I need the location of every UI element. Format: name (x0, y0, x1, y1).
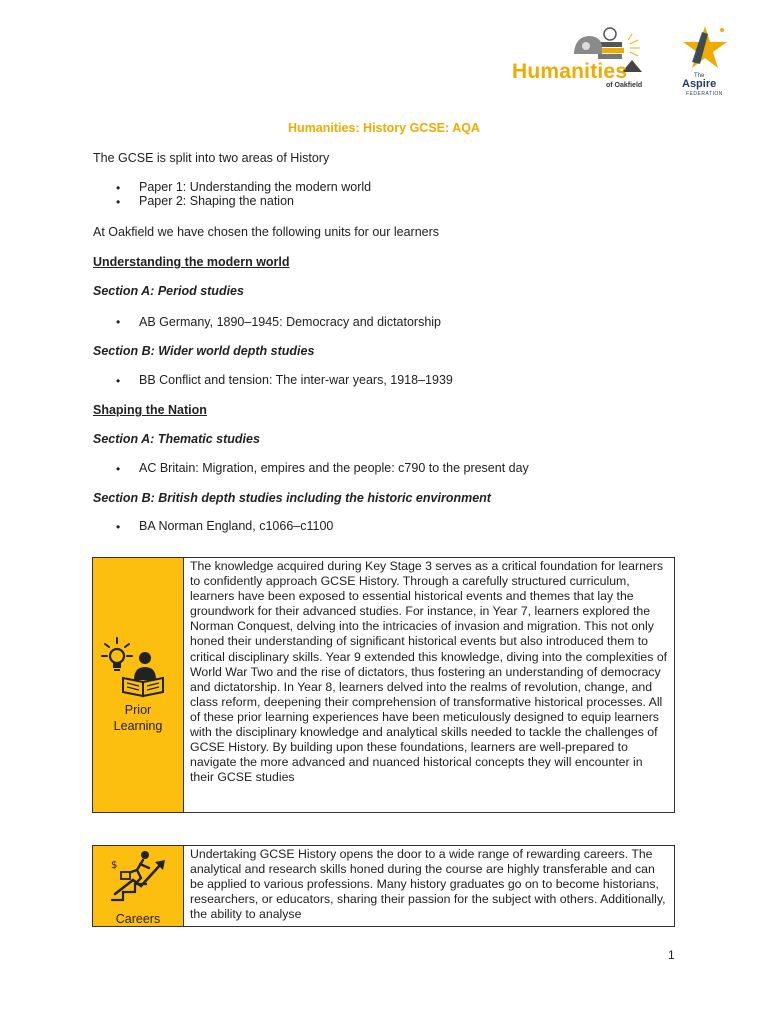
careers-label: Careers (115, 912, 161, 926)
prior-learning-label-line1: Prior (124, 703, 152, 717)
prior-learning-box (92, 557, 675, 813)
bullet-icon: • (116, 181, 121, 195)
careers-side (93, 846, 184, 926)
page-title: Humanities: History GCSE: AQA (288, 121, 480, 135)
career-growth-icon (107, 850, 169, 904)
humanities-logo-sub: of Oakfield (606, 82, 643, 89)
prior-learning-text: The knowledge acquired during Key Stage 3 serves as a critical foundation for learners to confidently approach GCSE History. Through a carefully structured curriculum, learners have been exposed to essential historical events and themes that lay the groundwork for their advanced studies. For instance, in Year 7, learners explored the Norman Conquest, delving into the intricacies of invasion and migration. This not only honed their understanding of significant historical events but also introduced them to critical disciplinary skills. Year 9 extended this knowledge, diving into the complexities of World War Two and the rise of dictators, thus fostering an understanding of democracy and dictatorship. In Year 8, learners delved into the realms of revolution, change, and class reform, deepening their comprehension of transformative historical processes. All of these prior learning experiences have been meticulously designed to equip learners with the disciplinary knowledge and analytical skills needed to tackle the challenges of GCSE History. By building upon these foundations, learners are well-prepared to navigate the more advanced and nuanced historical concepts they will encounter in their GCSE studies (190, 559, 668, 785)
aspire-name: Aspire (682, 78, 717, 90)
modern-section-a-item: AB Germany, 1890–1945: Democracy and dictatorship (139, 315, 442, 329)
lightbulb-reader-icon (101, 636, 173, 698)
aspire-federation: FEDERATION (686, 91, 723, 97)
nation-section-a-item: AC Britain: Migration, empires and the people: c790 to the present day (139, 461, 529, 475)
paper-2-item: Paper 2: Shaping the nation (139, 194, 294, 208)
svg-text:$: $ (111, 860, 118, 871)
bullet-icon: • (116, 374, 121, 388)
header-logos (510, 22, 750, 97)
nation-heading: Shaping the Nation (93, 403, 207, 417)
nation-section-b-item: BA Norman England, c1066–c1100 (139, 519, 334, 533)
nation-section-b-heading: Section B: British depth studies including the historic environment (93, 491, 491, 505)
page-number: 1 (668, 948, 675, 962)
chosen-units-text: At Oakfield we have chosen the following units for our learners (93, 225, 440, 239)
prior-learning-side (93, 558, 184, 812)
bullet-icon: • (116, 195, 121, 209)
modern-section-b-item: BB Conflict and tension: The inter-war years, 1918–1939 (139, 373, 453, 387)
humanities-logo-text: Humanities (512, 60, 628, 83)
bullet-icon: • (116, 520, 121, 534)
aspire-the: The (694, 73, 705, 79)
modern-section-a-heading: Section A: Period studies (93, 284, 244, 298)
modern-world-heading: Understanding the modern world (93, 255, 290, 269)
bullet-icon: • (116, 315, 121, 329)
careers-text: Undertaking GCSE History opens the door to a wide range of rewarding careers. The analytical and research skills honed during the course are highly transferable and can be applied to various professions. Many history graduates go on to become historians, researchers, or educators, sharing their passion for the subject with others. Additionally, the ability to analyse (190, 847, 666, 922)
bullet-icon: • (116, 462, 121, 476)
careers-box (92, 845, 675, 927)
modern-section-b-heading: Section B: Wider world depth studies (93, 344, 315, 358)
intro-text: The GCSE is split into two areas of History (93, 151, 330, 165)
paper-1-item: Paper 1: Understanding the modern world (139, 180, 372, 194)
prior-learning-label-line2: Learning (113, 719, 163, 733)
nation-section-a-heading: Section A: Thematic studies (93, 432, 260, 446)
